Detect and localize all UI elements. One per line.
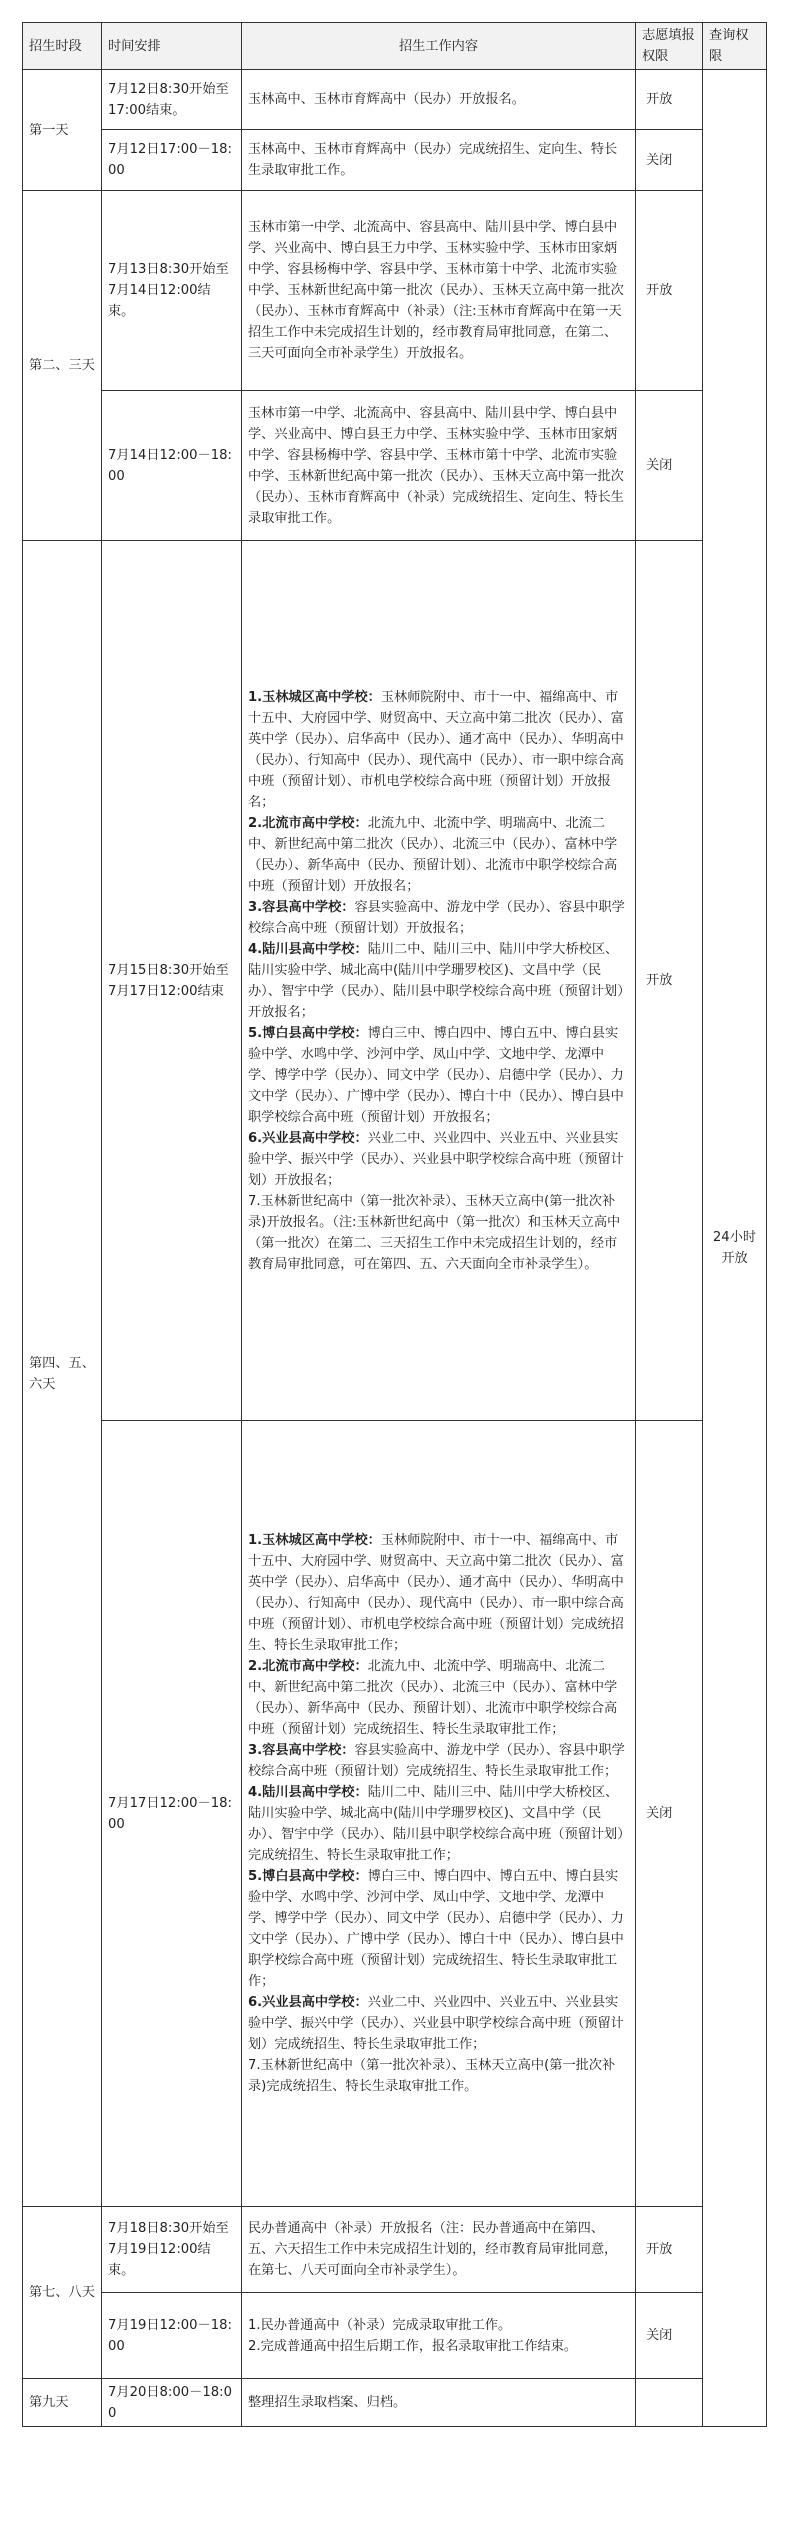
- content-cell: 玉林高中、玉林市育辉高中（民办）开放报名。: [242, 70, 636, 130]
- query-cell: 24小时开放: [703, 70, 767, 2427]
- table-row: [23, 2379, 767, 2427]
- perm-cell: 关闭: [636, 1421, 703, 2207]
- time-cell: 7月13日8:30开始至7月14日12:00结束。: [102, 191, 242, 391]
- school-group-item: 4.陆川县高中学校：陆川二中、陆川三中、陆川中学大桥校区、陆川实验中学、城北高中(陆川中学珊罗校区)、文昌中学（民办）、智宇中学（民办）、陆川县中职学校综合高中班（预留计划）完成统招生、特长生录取审批工作；: [248, 1785, 624, 1863]
- content-cell: 玉林市第一中学、北流高中、容县高中、陆川县中学、博白县中学、兴业高中、博白县王力中学、玉林实验中学、玉林市田家炳中学、容县杨梅中学、容县中学、玉林市第十中学、北流市实验中学、玉林新世纪高中第一批次（民办）、玉林天立高中第一批次（民办）、玉林市育辉高中（补录）（注:玉林市育辉高中在第一天招生工作中未完成招生计划的，经市教育局审批同意，在第二、三天可面向全市补录学生）开放报名。: [242, 191, 636, 391]
- stage-cell: 第二、三天: [23, 191, 102, 541]
- table-row: [23, 2293, 767, 2379]
- school-group-item: 2.北流市高中学校：北流九中、北流中学、明瑞高中、北流二中、新世纪高中第二批次（民办）、北流三中（民办）、富林中学（民办）、新华高中（民办、预留计划）、北流市中职学校综合高中班（预留计划）完成统招生、特长生录取审批工作；: [248, 1659, 618, 1737]
- school-group-item: 1.玉林城区高中学校：玉林师院附中、市十一中、福绵高中、市十五中、大府园中学、财贸高中、天立高中第二批次（民办）、富英中学（民办）、启华高中（民办）、通才高中（民办）、华明高中（民办）、行知高中（民办）、现代高中（民办）、市一职中综合高中班（预留计划）、市机电学校综合高中班（预留计划）完成统招生、特长生录取审批工作；: [248, 1533, 624, 1653]
- content-cell: [242, 2293, 636, 2379]
- content-cell: [242, 1421, 636, 2207]
- school-group-item: 7.玉林新世纪高中（第一批次补录）、玉林天立高中(第一批次补录)完成统招生、特长生录取审批工作。: [248, 2058, 616, 2094]
- stage-cell: 第四、五、六天: [23, 541, 102, 2207]
- school-group-item: 6.兴业县高中学校：兴业二中、兴业四中、兴业五中、兴业县实验中学、振兴中学（民办）、兴业县中职学校综合高中班（预留计划）开放报名；: [248, 1130, 624, 1188]
- table-row: [23, 130, 767, 191]
- school-group-item: 5.博白县高中学校：博白三中、博白四中、博白五中、博白县实验中学、水鸣中学、沙河中学、凤山中学、文地中学、龙潭中学、博学中学（民办）、同文中学（民办）、启德中学（民办）、力文中学（民办）、广博中学（民办）、博白十中（民办）、博白县中职学校综合高中班（预留计划）完成统招生、特长生录取审批工作；: [248, 1869, 624, 1989]
- perm-cell: 关闭: [636, 2293, 703, 2379]
- list-item: 1.民办普通高中（补录）完成录取审批工作。: [248, 2317, 512, 2333]
- school-group-item: 7.玉林新世纪高中（第一批次补录）、玉林天立高中(第一批次补录)开放报名。（注:玉林新世纪高中（第一批次）和玉林天立高中（第一批次）在第二、三天招生工作中未完成招生计划的，经市教育局审批同意，可在第四、五、六天面向全市补录学生）。: [248, 1193, 621, 1272]
- stage-cell: 第七、八天: [23, 2207, 102, 2379]
- time-cell: 7月19日12:00－18:00: [102, 2293, 242, 2379]
- table-row: [23, 391, 767, 541]
- school-group-item: 1.玉林城区高中学校：玉林师院附中、市十一中、福绵高中、市十五中、大府园中学、财贸高中、天立高中第二批次（民办）、富英中学（民办）、启华高中（民办）、通才高中（民办）、华明高中（民办）、行知高中（民办）、现代高中（民办）、市一职中综合高中班（预留计划）、市机电学校综合高中班（预留计划）开放报名；: [248, 689, 624, 810]
- school-group-item: 3.容县高中学校：容县实验高中、游龙中学（民办）、容县中职学校综合高中班（预留计划）开放报名；: [248, 899, 625, 936]
- table-row: [23, 541, 767, 1421]
- perm-cell: 开放: [636, 541, 703, 1421]
- header-time: 时间安排: [102, 23, 242, 70]
- time-cell: 7月12日8:30开始至17:00结束。: [102, 70, 242, 130]
- table-row: [23, 2207, 767, 2293]
- header-row: [23, 23, 767, 70]
- time-cell: 7月17日12:00－18:00: [102, 1421, 242, 2207]
- header-perm: 志愿填报权限: [636, 23, 703, 70]
- time-cell: 7月20日8:00－18:00: [102, 2379, 242, 2427]
- content-cell: 玉林高中、玉林市育辉高中（民办）完成统招生、定向生、特长生录取审批工作。: [242, 130, 636, 191]
- school-group-item: 4.陆川县高中学校：陆川二中、陆川三中、陆川中学大桥校区、陆川实验中学、城北高中(陆川中学珊罗校区)、文昌中学（民办）、智宇中学（民办）、陆川县中职学校综合高中班（预留计划）开放报名；: [248, 941, 624, 1020]
- stage-cell: 第九天: [23, 2379, 102, 2427]
- header-stage: 招生时段: [23, 23, 102, 70]
- content-cell: 民办普通高中（补录）开放报名（注：民办普通高中在第四、五、六天招生工作中未完成招生计划的，经市教育局审批同意，在第七、八天可面向全市补录学生）。: [242, 2207, 636, 2293]
- perm-cell: 开放: [636, 70, 703, 130]
- time-cell: 7月18日8:30开始至7月19日12:00结束。: [102, 2207, 242, 2293]
- content-cell: 玉林市第一中学、北流高中、容县高中、陆川县中学、博白县中学、兴业高中、博白县王力中学、玉林实验中学、玉林市田家炳中学、容县杨梅中学、容县中学、玉林市第十中学、北流市实验中学、玉林新世纪高中第一批次（民办）、玉林天立高中第一批次（民办）、玉林市育辉高中（补录）完成统招生、定向生、特长生录取审批工作。: [242, 391, 636, 541]
- school-group-item: 3.容县高中学校：容县实验高中、游龙中学（民办）、容县中职学校综合高中班（预留计划）完成统招生、特长生录取审批工作；: [248, 1743, 625, 1779]
- time-cell: 7月14日12:00－18:00: [102, 391, 242, 541]
- header-content: 招生工作内容: [242, 23, 636, 70]
- perm-cell: 关闭: [636, 130, 703, 191]
- perm-cell: 开放: [636, 2207, 703, 2293]
- perm-cell: [636, 2379, 703, 2427]
- list-item: 2.完成普通高中招生后期工作，报名录取审批工作结束。: [248, 2338, 578, 2354]
- table-row: [23, 191, 767, 391]
- table-row: [23, 1421, 767, 2207]
- content-cell: [242, 541, 636, 1421]
- table-row: [23, 70, 767, 130]
- school-group-item: 5.博白县高中学校：博白三中、博白四中、博白五中、博白县实验中学、水鸣中学、沙河中学、凤山中学、文地中学、龙潭中学、博学中学（民办）、同文中学（民办）、启德中学（民办）、力文中学（民办）、广博中学（民办）、博白十中（民办）、博白县中职学校综合高中班（预留计划）开放报名；: [248, 1025, 624, 1125]
- perm-cell: 关闭: [636, 391, 703, 541]
- perm-cell: 开放: [636, 191, 703, 391]
- enrollment-schedule-table: [22, 22, 767, 2427]
- school-group-item: 2.北流市高中学校：北流九中、北流中学、明瑞高中、北流二中、新世纪高中第二批次（民办）、北流三中（民办）、富林中学（民办）、新华高中（民办、预留计划）、北流市中职学校综合高中班（预留计划）开放报名；: [248, 815, 618, 894]
- stage-cell: 第一天: [23, 70, 102, 191]
- time-cell: 7月15日8:30开始至7月17日12:00结束: [102, 541, 242, 1421]
- header-query: 查询权限: [703, 23, 767, 70]
- content-cell: 整理招生录取档案、归档。: [242, 2379, 636, 2427]
- school-group-item: 6.兴业县高中学校：兴业二中、兴业四中、兴业五中、兴业县实验中学、振兴中学（民办）、兴业县中职学校综合高中班（预留计划）完成统招生、特长生录取审批工作；: [248, 1995, 624, 2052]
- time-cell: 7月12日17:00－18:00: [102, 130, 242, 191]
